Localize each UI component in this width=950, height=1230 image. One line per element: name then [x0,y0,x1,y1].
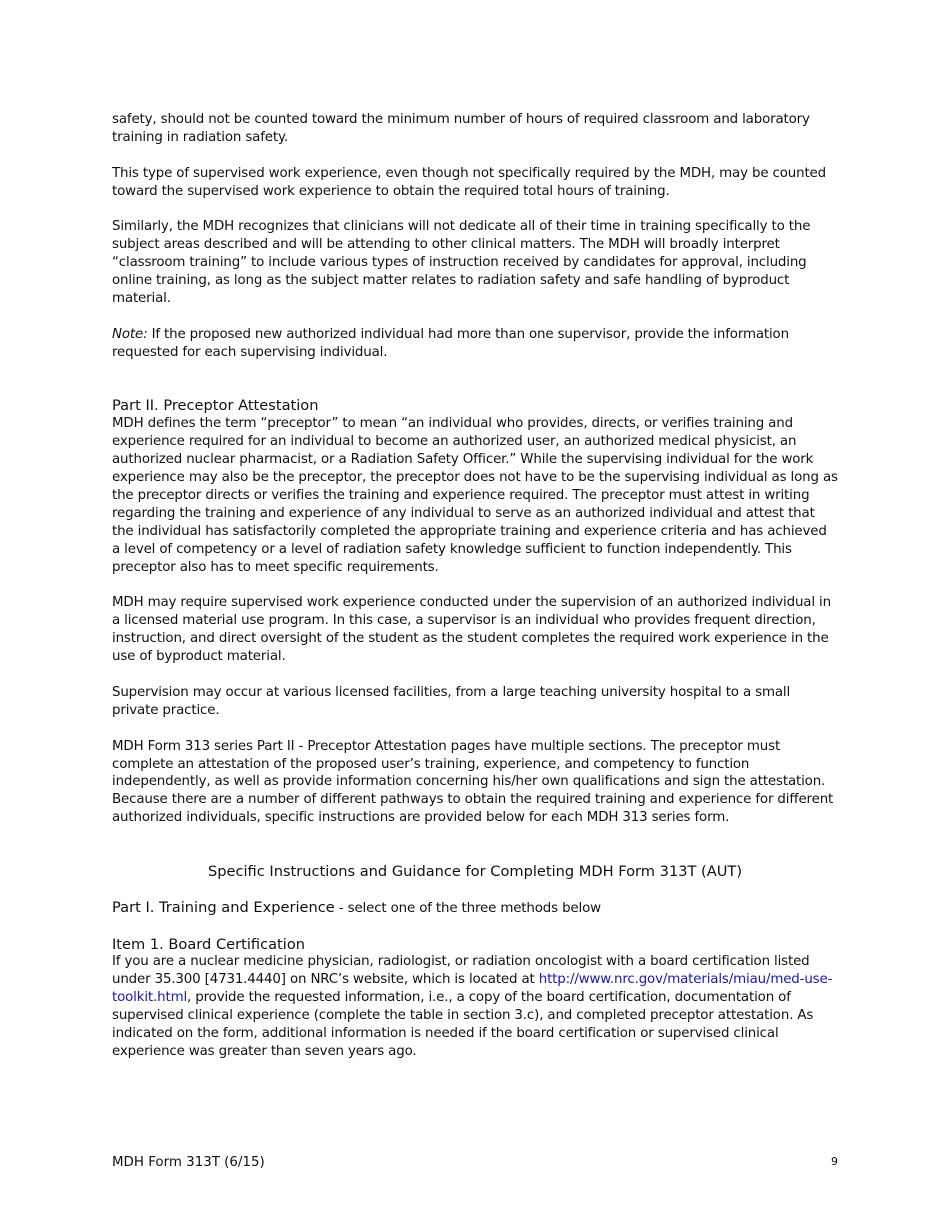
paragraph-supervision-facilities: Supervision may occur at various licensed facilities, from a large teaching university hospital to a small private practice. [112,684,791,718]
part1-suffix: - select one of the three methods below [334,900,601,916]
footer-form-label: MDH Form 313T (6/15) [112,1155,265,1170]
note-text: If the proposed new authorized individual had more than one supervisor, provide the information requested for each supervising individual. [112,326,789,360]
paragraph-safety-hours: safety, should not be counted toward the minimum number of hours of required classroom and laboratory training in radiation safety. [112,112,810,145]
paragraph-attestation-pages: MDH Form 313 series Part II - Preceptor Attestation pages have multiple sections. The preceptor must complete an attestation of the proposed user’s training, experience, and competency to function independently, as well as provide information concerning his/her own qualifications and sign the attestation. Because there are a number of different pathways to obtain the required training and experience for different authorized individuals, specific instructions are provided below for each MDH 313 series form. [112,738,834,826]
paragraph-supervised-work: This type of supervised work experience, even though not specifically required by the MDH, may be counted toward the supervised work experience to obtain the required total hours of training. [112,165,826,199]
paragraph-preceptor-definition: MDH defines the term “preceptor” to mean “an individual who provides, directs, or verifies training and experience required for an individual to become an authorized user, an authorized medical physicist, an authorized nuclear pharmacist, or a Radiation Safety Officer.” While the supervising individual for the work experience may also be the preceptor, the preceptor does not have to be the supervising individual as long as the preceptor directs or verifies the training and experience required. The preceptor must attest in writing regarding the training and experience of any individual to serve as an authorized individual and attest that the individual has satisfactorily completed the appropriate training and experience criteria and has achieved a level of competency or a level of radiation safety knowledge sufficient to function independently. This preceptor also has to meet specific requirements. [112,416,838,575]
nrc-toolkit-link[interactable]: http://www.nrc.gov/materials/miau/med-use-toolkit.html [112,972,833,1006]
item1-text-start: If you are a nuclear medicine physician, radiologist, or radiation oncologist with a board certification listed under 35.300 [4731.4440] on NRC’s website, which is located at [112,954,810,988]
section-spacer [112,845,838,863]
paragraph-supervised-experience: MDH may require supervised work experience conducted under the supervision of an authorized individual in a licensed material use program. In this case, a supervisor is an individual who provides frequent direction, instruction, and direct oversight of the student as the student completes the required work experience in the use of byproduct material. [112,595,831,665]
specific-instructions-title: Specific Instructions and Guidance for Completing MDH Form 313T (AUT) [207,862,743,880]
part1-heading: Part I. Training and Experience [112,898,335,916]
item1-text-end: , provide the requested information, i.e., a copy of the board certification, documentation of supervised clinical experience (complete the table in section 3.c), and completed preceptor attestation. As indicated on the form, additional information is needed if the board certification or supervised clinical experience was greater than seven years ago. [112,990,814,1059]
part1-line [112,899,838,918]
paragraph-classroom-training: Similarly, the MDH recognizes that clinicians will not dedicate all of their time in training specifically to the subject areas described and will be attending to other clinical matters. The MDH will broadly interpret “classroom training” to include various types of instruction received by candidates for approval, including online training, as long as the subject matter relates to radiation safety and safe handling of byproduct material. [112,219,811,307]
item1-paragraph [112,953,838,1060]
note-label: Note: [112,326,148,342]
section-spacer [112,380,838,398]
item1-heading: Item 1. Board Certification [112,935,306,953]
document-body [112,111,838,1079]
footer-page-number: 9 [831,1155,838,1168]
part2-heading: Part II. Preceptor Attestation [112,397,319,415]
note-paragraph [112,326,838,362]
